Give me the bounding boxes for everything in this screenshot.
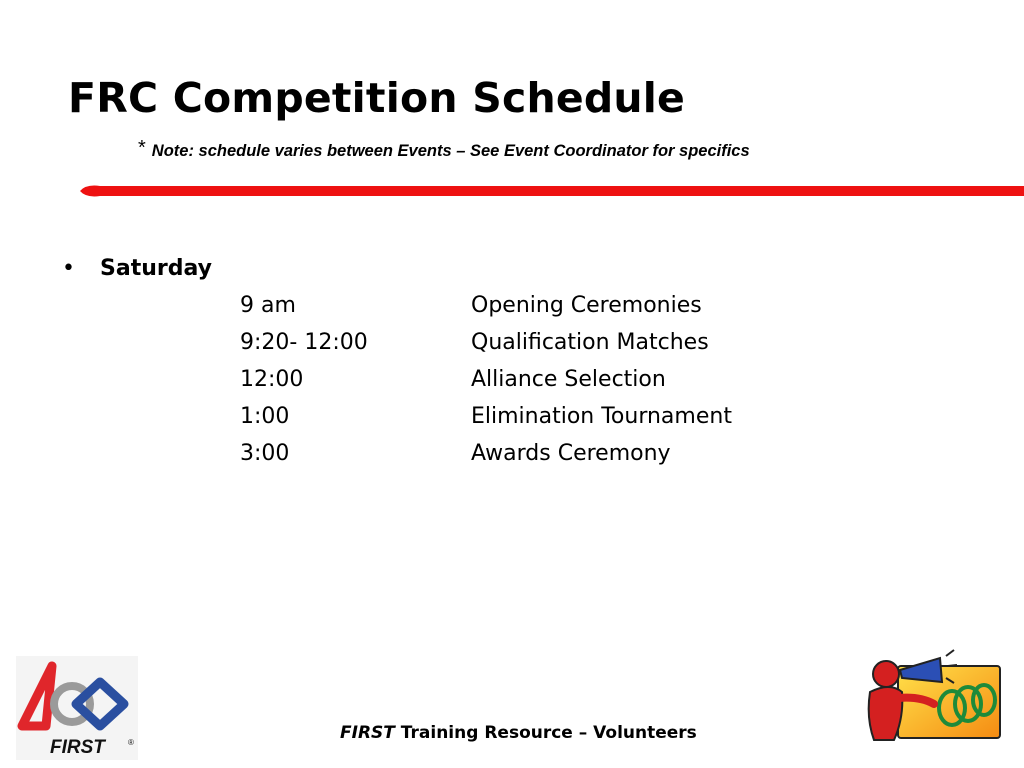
schedule-time: 12:00 [240, 367, 304, 392]
footer-label: Training Resource – Volunteers [394, 723, 697, 743]
logo-registered: ® [128, 738, 134, 747]
first-logo-icon [16, 656, 138, 760]
bullet-dot: • [62, 256, 75, 281]
schedule-event: Awards Ceremony [471, 441, 671, 466]
day-bullet [62, 256, 212, 281]
schedule-time: 9 am [240, 293, 296, 318]
note-asterisk: * [138, 137, 146, 159]
logo-text: FIRST [50, 737, 105, 758]
note-text: Note: schedule varies between Events – See Event Coordinator for specifics [151, 142, 750, 160]
schedule-time: 1:00 [240, 404, 290, 429]
day-label: Saturday [100, 256, 212, 281]
schedule-note [138, 137, 750, 161]
schedule-event: Elimination Tournament [471, 404, 732, 429]
schedule-event: Opening Ceremonies [471, 293, 702, 318]
footer-text [340, 723, 697, 743]
person-megaphone-icon [860, 648, 1008, 746]
schedule-event: Alliance Selection [471, 367, 666, 392]
footer-brand: FIRST [340, 723, 395, 743]
title-divider-line [80, 184, 1024, 198]
schedule-event: Qualification Matches [471, 330, 709, 355]
slide-title: FRC Competition Schedule [68, 74, 686, 122]
schedule-time: 9:20- 12:00 [240, 330, 368, 355]
schedule-time: 3:00 [240, 441, 290, 466]
